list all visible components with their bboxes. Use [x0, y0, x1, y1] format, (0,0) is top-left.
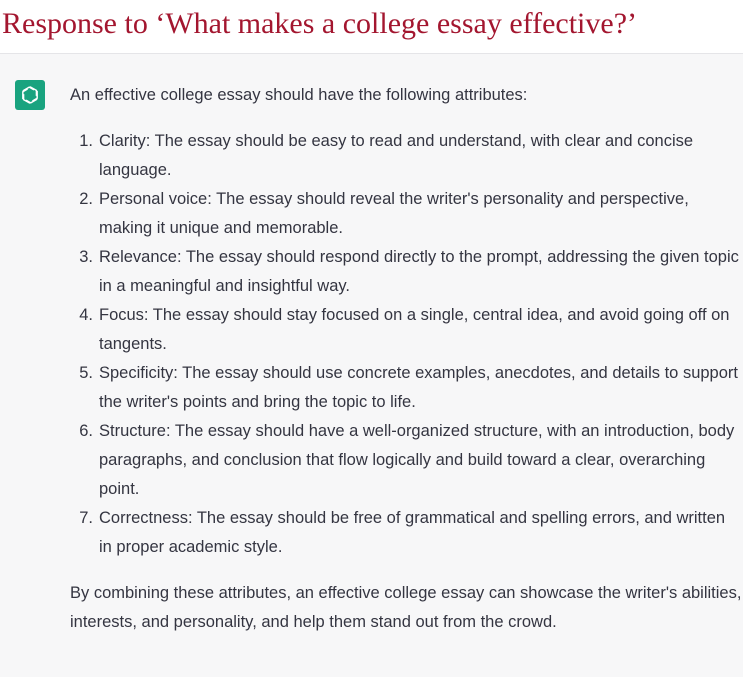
assistant-message [70, 81, 742, 637]
list-item [70, 301, 742, 359]
list-item-text: Personal voice: The essay should reveal the writer's personality and perspective, making it unique and memorable. [99, 190, 689, 237]
message-conclusion: By combining these attributes, an effective college essay can showcase the writer's abilities, interests, and personality, and help them stand out from the crowd. [70, 584, 742, 631]
assistant-message-panel [0, 53, 743, 677]
list-item-number: 5. [79, 364, 93, 382]
list-item [70, 243, 742, 301]
list-item-number: 3. [79, 248, 93, 266]
attributes-list [70, 127, 742, 562]
list-item-number: 7. [79, 509, 93, 527]
message-intro: An effective college essay should have the following attributes: [70, 86, 528, 104]
list-item-number: 4. [79, 306, 93, 324]
list-item [70, 127, 742, 185]
list-item-text: Clarity: The essay should be easy to read and understand, with clear and concise language. [99, 132, 694, 179]
list-item-number: 2. [79, 190, 93, 208]
list-item-number: 6. [79, 422, 93, 440]
list-item [70, 185, 742, 243]
list-item-text: Specificity: The essay should use concrete examples, anecdotes, and details to support the writer's points and bring the topic to life. [99, 364, 738, 411]
list-item [70, 417, 742, 504]
page-title: Response to ‘What makes a college essay effective?’ [2, 7, 638, 40]
openai-logo-icon [15, 80, 45, 110]
list-item-text: Structure: The essay should have a well-organized structure, with an introduction, body paragraphs, and conclusion that flow logically and build toward a clear, overarching point. [99, 422, 735, 498]
list-item-text: Relevance: The essay should respond directly to the prompt, addressing the given topic in a meaningful and insightful way. [99, 248, 739, 295]
list-item [70, 504, 742, 562]
list-item-text: Correctness: The essay should be free of grammatical and spelling errors, and written in proper academic style. [99, 509, 726, 556]
list-item [70, 359, 742, 417]
list-item-number: 1. [79, 132, 93, 150]
list-item-text: Focus: The essay should stay focused on a single, central idea, and avoid going off on tangents. [99, 306, 730, 353]
